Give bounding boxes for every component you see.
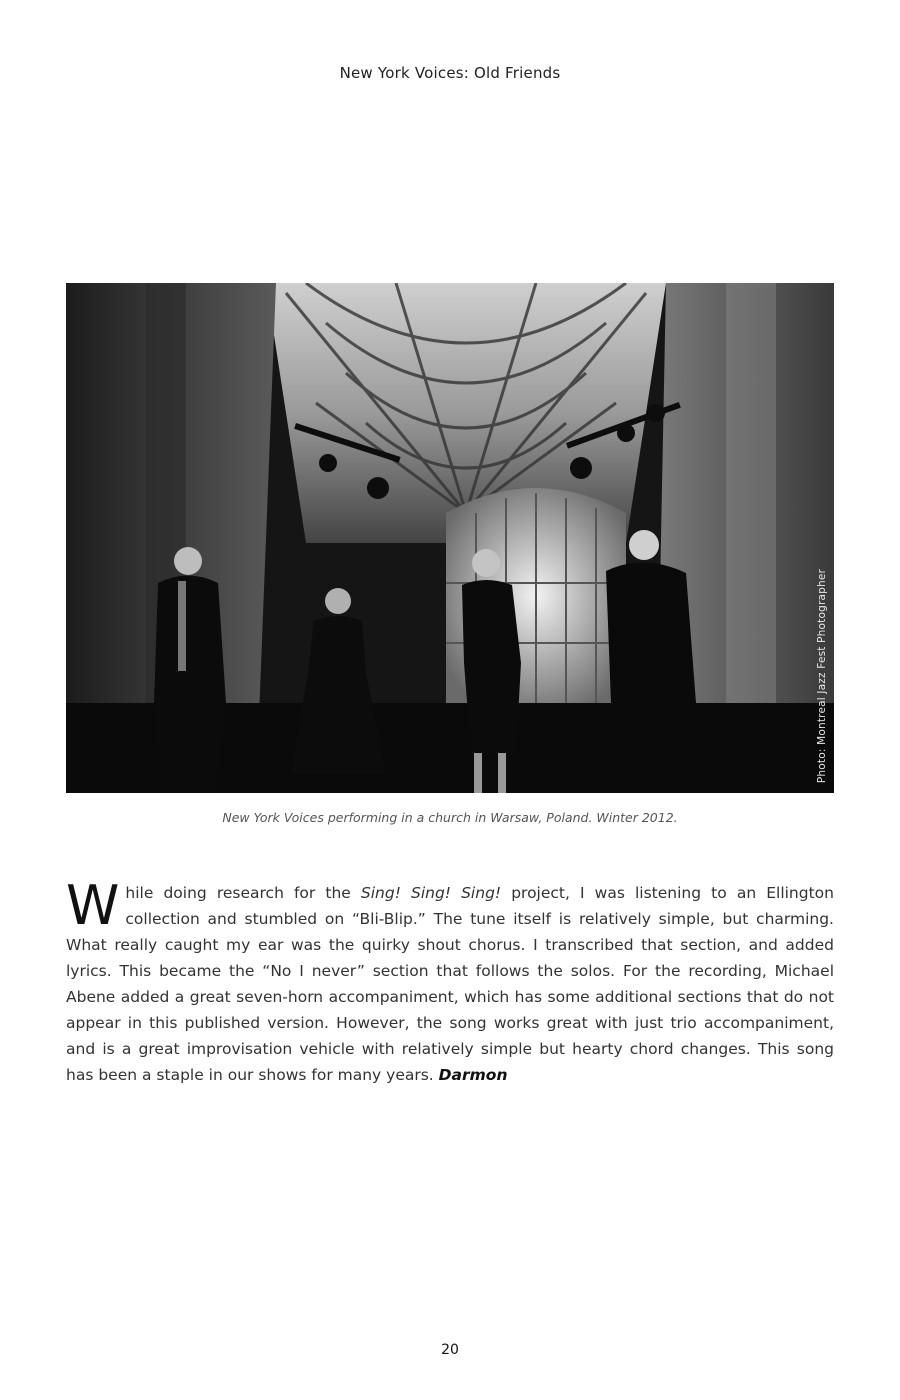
page-number: 20 [441, 1342, 459, 1358]
concert-photo-image [66, 283, 834, 793]
running-head: New York Voices: Old Friends [339, 64, 561, 82]
body-text-part1: hile doing research for the [125, 884, 361, 902]
body-text-part2: project, I was listening to an Ellington collection and stumbled on “Bli-Blip.” The tune itself is relatively simple, but charming. What really caught my ear was the quirky shout chorus. I transcribed that section, and added lyrics. This became the “No I never” section that follows the solos. For the recording, Michael Abene added a great seven-horn accompaniment, which has some additional sections that do not appear in this published version. However, the song works great with just trio accompaniment, and is a great improvisation vehicle with relatively simple but hearty chord changes. This song has been a staple in our shows for many years. [66, 884, 834, 1084]
photo-caption: New York Voices performing in a church in Warsaw, Poland. Winter 2012. [222, 810, 678, 825]
author-signature: Darmon [438, 1066, 508, 1084]
photo-credit: Photo: Montreal Jazz Fest Photographer [816, 568, 828, 783]
concert-photo [66, 283, 834, 793]
body-italic-title: Sing! Sing! Sing! [360, 884, 502, 902]
body-paragraph [66, 874, 834, 1088]
drop-cap: W [66, 874, 120, 937]
